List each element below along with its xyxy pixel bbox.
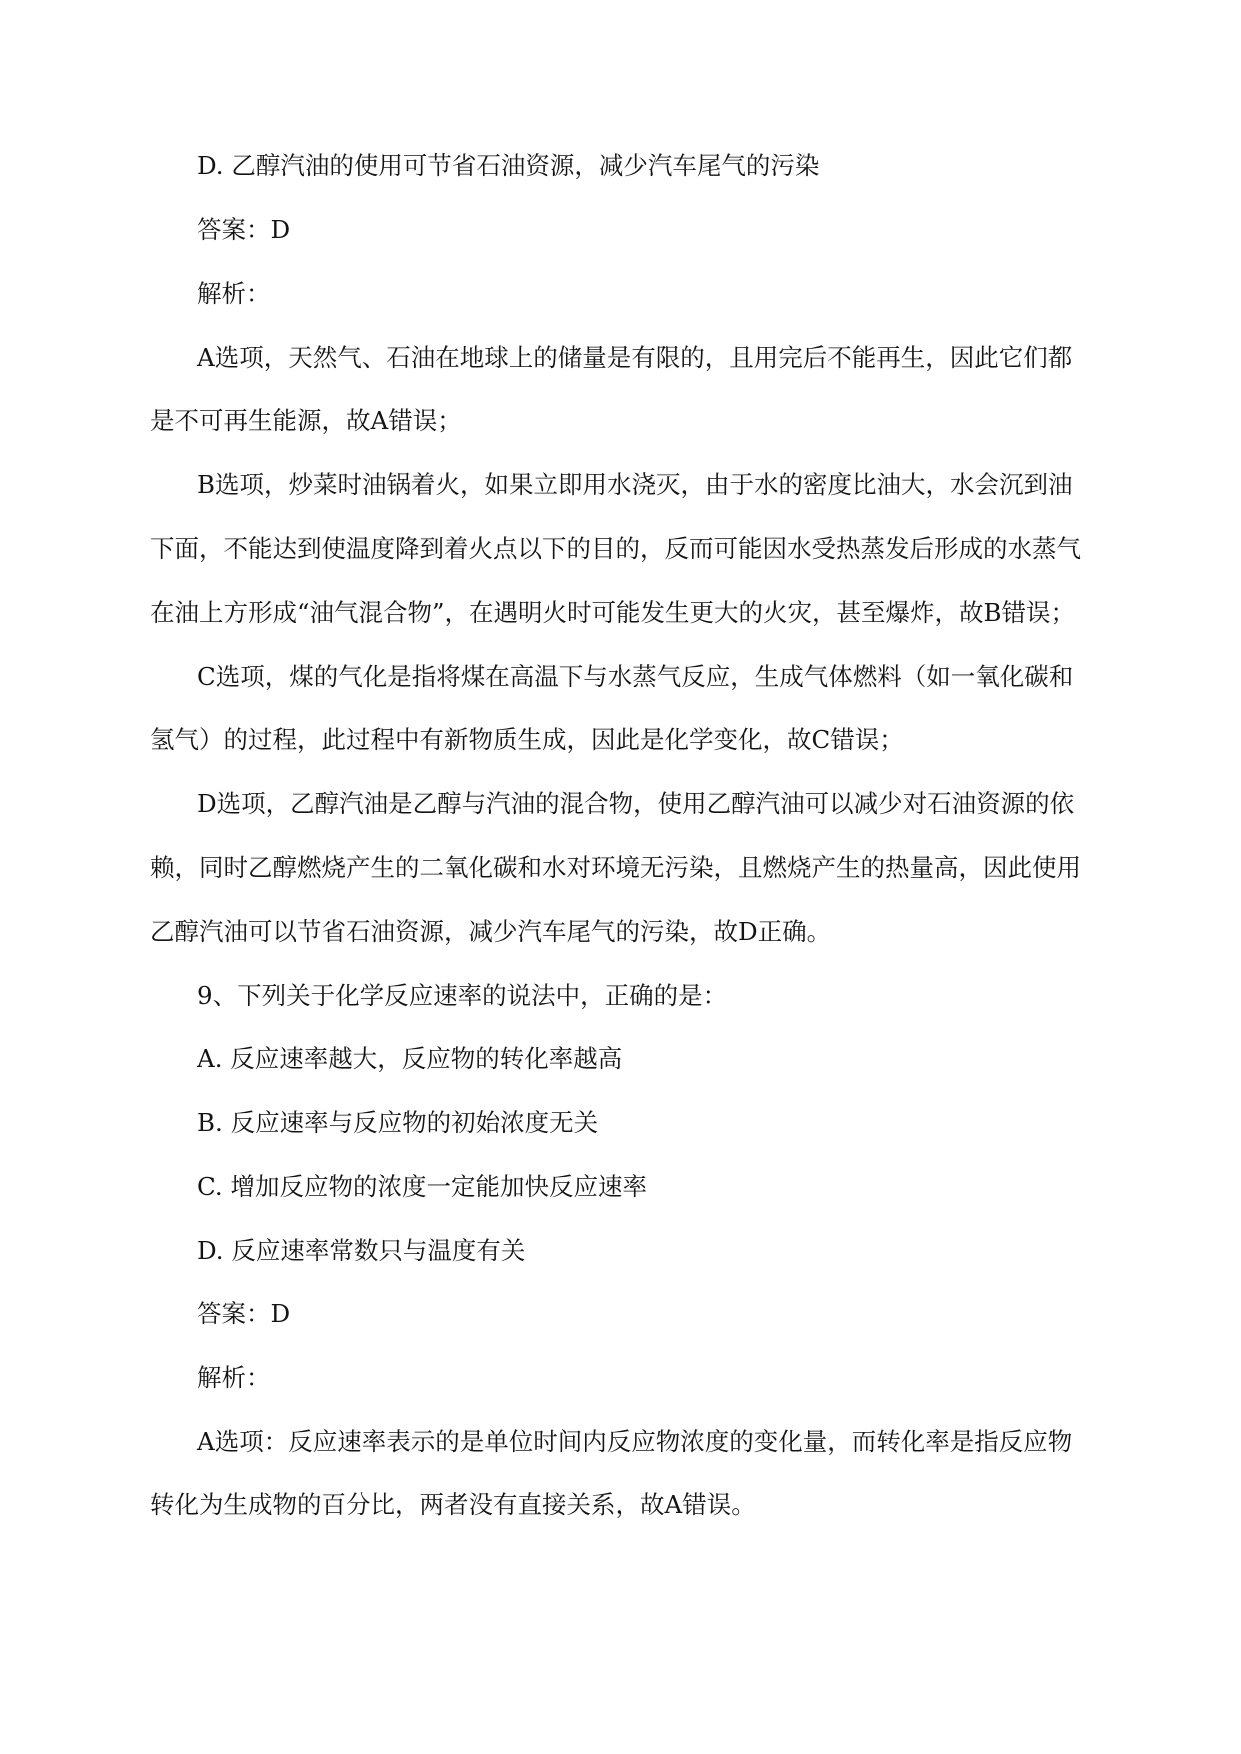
analysis-b-line-3: 在油上方形成“油气混合物”，在遇明火时可能发生更大的火灾，甚至爆炸，故B错误； (150, 598, 1076, 627)
question-9-analysis-a-line-1: A选项：反应速率表示的是单位时间内反应物浓度的变化量，而转化率是指反应物 (197, 1427, 1073, 1456)
answer-line: 答案：D (197, 215, 291, 244)
analysis-b-line-2: 下面，不能达到使温度降到着火点以下的目的，反而可能因水受热蒸发后形成的水蒸气 (150, 534, 1081, 563)
question-9-option-d: D. 反应速率常数只与温度有关 (197, 1236, 526, 1265)
analysis-c-line-1: C选项，煤的气化是指将煤在高温下与水蒸气反应，生成气体燃料（如一氧化碳和 (197, 662, 1074, 691)
analysis-a-line-2: 是不可再生能源，故A错误； (150, 406, 462, 435)
analysis-d-line-2: 赖，同时乙醇燃烧产生的二氧化碳和水对环境无污染，且燃烧产生的热量高，因此使用 (150, 853, 1081, 882)
question-9-analysis-heading: 解析： (197, 1363, 271, 1392)
question-9-stem: 9、下列关于化学反应速率的说法中，正确的是： (197, 981, 728, 1010)
question-9-analysis-a-line-2: 转化为生成物的百分比，两者没有直接关系，故A错误。 (150, 1490, 756, 1519)
analysis-heading: 解析： (197, 279, 271, 308)
question-9-option-b: B. 反应速率与反应物的初始浓度无关 (197, 1108, 599, 1137)
question-9-answer: 答案：D (197, 1299, 291, 1328)
analysis-b-line-1: B选项，炒菜时油锅着火，如果立即用水浇灭，由于水的密度比油大，水会沉到油 (197, 470, 1073, 499)
analysis-d-line-3: 乙醇汽油可以节省石油资源，减少汽车尾气的污染，故D正确。 (150, 917, 832, 946)
option-d-line: D. 乙醇汽油的使用可节省石油资源，减少汽车尾气的污染 (197, 151, 820, 180)
analysis-a-line-1: A选项，天然气、石油在地球上的储量是有限的，且用完后不能再生，因此它们都 (197, 343, 1073, 372)
question-9-option-c: C. 增加反应物的浓度一定能加快反应速率 (197, 1172, 647, 1201)
question-9-option-a: A. 反应速率越大，反应物的转化率越高 (197, 1044, 623, 1073)
analysis-c-line-2: 氢气）的过程，此过程中有新物质生成，因此是化学变化，故C错误； (150, 725, 904, 754)
analysis-d-line-1: D选项，乙醇汽油是乙醇与汽油的混合物，使用乙醇汽油可以减少对石油资源的依 (197, 789, 1075, 818)
